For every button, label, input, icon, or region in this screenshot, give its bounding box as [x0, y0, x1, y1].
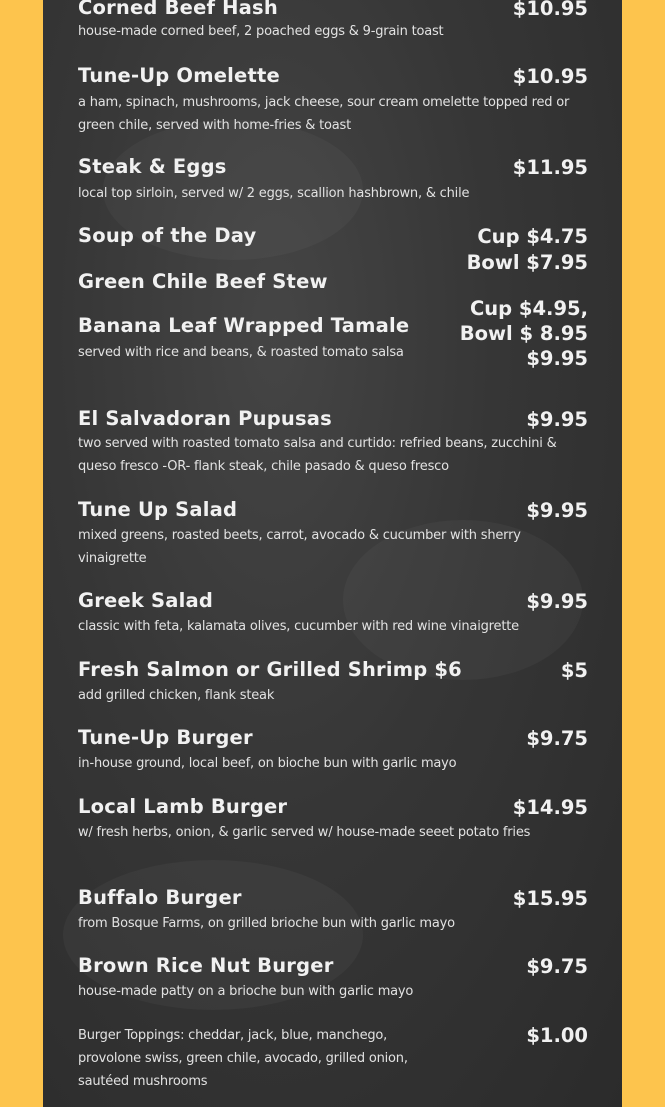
item-price-bowl: Bowl $ 8.95	[459, 322, 588, 345]
item-description: w/ fresh herbs, onion, & garlic served w/ house-made seeet potato fries	[78, 825, 531, 840]
menu-item-salmon-or-shrimp-addon	[78, 658, 588, 706]
item-description: from Bosque Farms, on grilled brioche bun with garlic mayo	[78, 916, 455, 931]
item-name: Soup of the Day	[78, 224, 257, 247]
menu-item-tune-up-burger	[78, 726, 588, 774]
item-price: Cup $4.75	[477, 225, 588, 248]
item-description: in-house ground, local beef, on bioche bun with garlic mayo	[78, 756, 457, 771]
item-price: $10.95	[512, 65, 588, 88]
item-description: two served with roasted tomato salsa and curtido: refried beans, zucchini & queso fresco -OR- flank steak, chile pasado & queso fresco	[78, 436, 557, 474]
item-name: El Salvadoran Pupusas	[78, 407, 332, 430]
item-price: $15.95	[512, 887, 588, 910]
item-description: served with rice and beans, & roasted tomato salsa	[78, 345, 404, 360]
chalkboard-menu	[43, 0, 622, 1107]
item-description: a ham, spinach, mushrooms, jack cheese, sour cream omelette topped red or green chile, served with home-fries & toast	[78, 95, 570, 133]
item-name: Tune-Up Omelette	[78, 64, 280, 87]
menu-item-green-chile-beef-stew	[78, 250, 588, 294]
item-name: Banana Leaf Wrapped Tamale	[78, 314, 410, 337]
item-price: $9.95	[526, 408, 588, 431]
item-price: $9.75	[526, 955, 588, 978]
menu-item-steak-and-eggs	[78, 155, 588, 203]
item-name: Tune-Up Burger	[78, 726, 253, 749]
item-description: house-made patty on a brioche bun with garlic mayo	[78, 984, 414, 999]
item-price: $5	[560, 659, 588, 682]
item-name: Steak & Eggs	[78, 155, 227, 178]
item-name: Greek Salad	[78, 589, 214, 612]
menu-item-pupusas	[78, 407, 588, 481]
item-description: classic with feta, kalamata olives, cucumber with red wine vinaigrette	[78, 619, 519, 634]
item-name: Brown Rice Nut Burger	[78, 954, 334, 977]
item-description: house-made corned beef, 2 poached eggs & 9-grain toast	[78, 24, 444, 39]
item-price: Bowl $7.95	[466, 251, 588, 274]
menu-item-tune-up-omelette	[78, 64, 588, 138]
menu-item-burger-toppings	[78, 1023, 588, 1097]
item-name: Fresh Salmon or Grilled Shrimp $6	[78, 658, 462, 681]
menu-item-brown-rice-nut-burger	[78, 954, 588, 1002]
menu-item-soup-of-the-day	[78, 224, 588, 250]
item-name: Corned Beef Hash	[78, 0, 278, 19]
item-price: $9.75	[526, 727, 588, 750]
item-name: Tune Up Salad	[78, 498, 238, 521]
item-description: mixed greens, roasted beets, carrot, avocado & cucumber with sherry vinaigrette	[78, 528, 521, 566]
item-price: $9.95	[526, 590, 588, 613]
menu-item-greek-salad	[78, 589, 588, 637]
item-price: $14.95	[512, 796, 588, 819]
item-description: Burger Toppings: cheddar, jack, blue, manchego, provolone swiss, green chile, avocado, grilled onion, sautéed mushrooms	[78, 1028, 408, 1089]
item-description: local top sirloin, served w/ 2 eggs, scallion hashbrown, & chile	[78, 186, 470, 201]
menu-item-corned-beef-hash	[78, 0, 588, 44]
item-price-tamale: $9.95	[526, 347, 588, 370]
menu-item-local-lamb-burger	[78, 795, 588, 869]
item-price: $1.00	[526, 1024, 588, 1047]
item-price: $11.95	[512, 156, 588, 179]
item-name: Local Lamb Burger	[78, 795, 288, 818]
item-name: Buffalo Burger	[78, 886, 242, 909]
item-price: $9.95	[526, 499, 588, 522]
menu-item-banana-leaf-tamale	[78, 296, 588, 388]
item-price: $10.95	[512, 0, 588, 20]
menu-item-tune-up-salad	[78, 498, 588, 572]
item-description: add grilled chicken, flank steak	[78, 688, 275, 703]
menu-item-buffalo-burger	[78, 886, 588, 934]
item-price: Cup $4.95,	[469, 297, 588, 320]
item-name: Green Chile Beef Stew	[78, 270, 328, 293]
